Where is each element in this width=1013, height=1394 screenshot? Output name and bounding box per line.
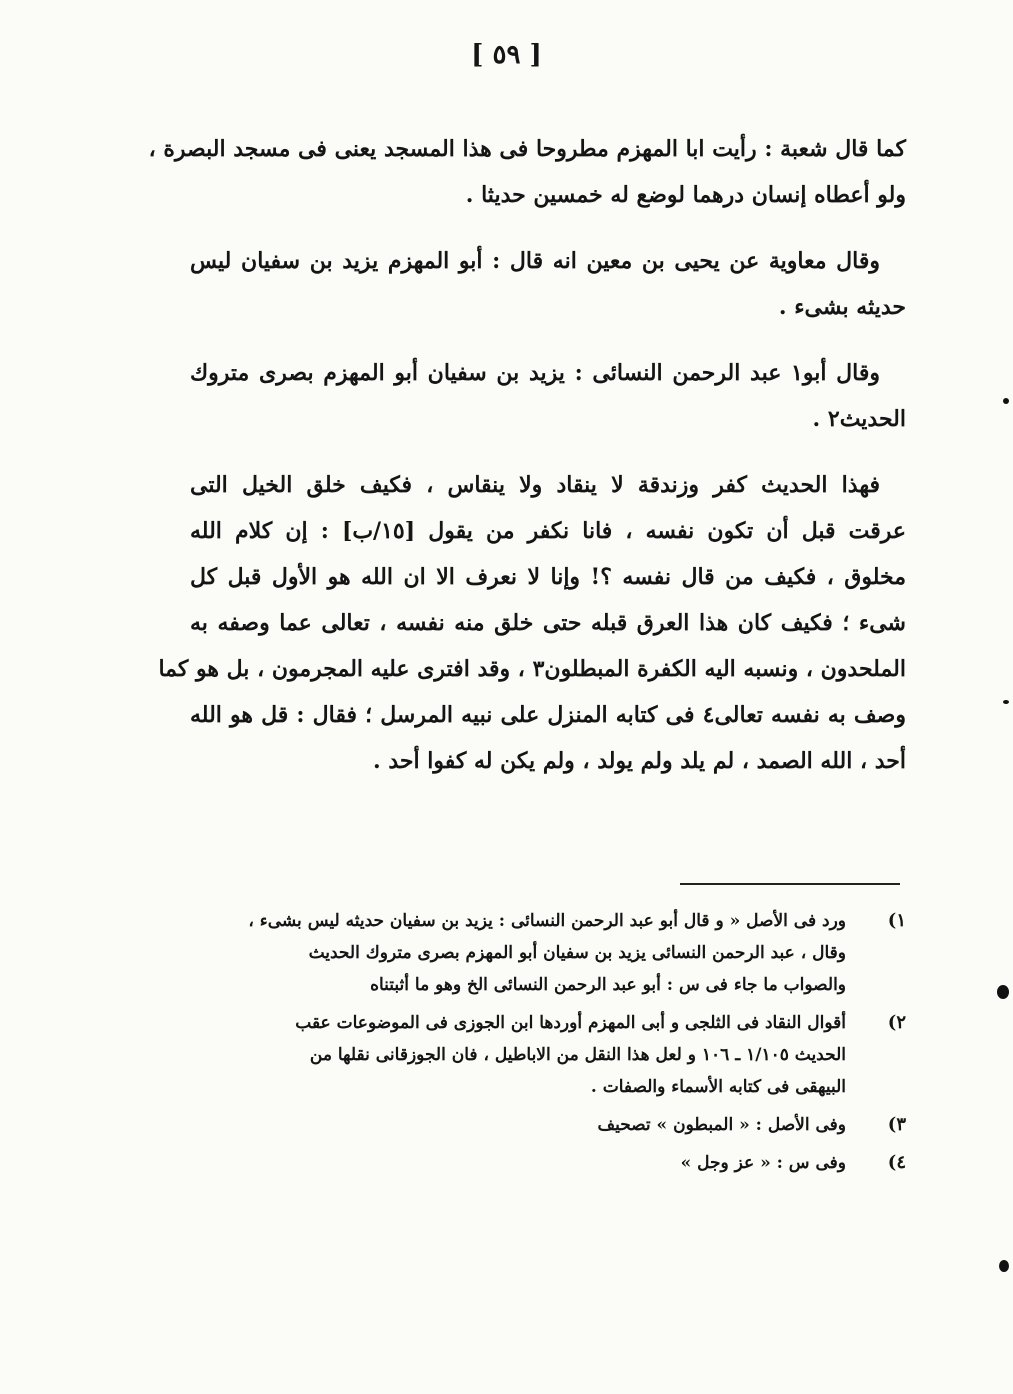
footnote-separator xyxy=(680,883,900,885)
scan-speck xyxy=(997,985,1009,999)
footnote-number: ٤) xyxy=(887,1152,906,1173)
footnote-line: البيهقى فى كتابه الأسماء والصفات . xyxy=(590,1077,846,1097)
footnote-number: ١) xyxy=(887,910,906,931)
footnote xyxy=(190,1007,906,1103)
footnote-line: والصواب ما جاء فى س : أبو عبد الرحمن النسائى الخ وهو ما أثبتناه xyxy=(370,975,846,995)
paragraph xyxy=(190,350,906,442)
footnote xyxy=(190,905,906,1001)
footnote-line: الحديث ١/١٠٥ ـ ١٠٦ و لعل هذا النقل من الاباطيل ، فان الجوزقانى نقلها من xyxy=(309,1045,846,1065)
text-line: الملحدون ، ونسبه اليه الكفرة المبطلون٣ ، وقد افترى عليه المجرمون ، بل هو كما xyxy=(158,656,906,682)
text-line: وصف به نفسه تعالى٤ فى كتابه المنزل على نبيه المرسل ؛ فقال : قل هو الله xyxy=(190,702,906,728)
footnote-line: ورد فى الأصل « و قال أبو عبد الرحمن النسائى : يزيد بن سفيان حديثه ليس بشىء ، xyxy=(248,911,846,931)
paragraph xyxy=(190,238,906,330)
paragraph xyxy=(148,126,906,218)
scan-speck xyxy=(1003,398,1009,404)
footnote-line: أقوال النقاد فى الثلجى و أبى المهزم أوردها ابن الجوزى فى الموضوعات عقب xyxy=(295,1013,846,1033)
footnote xyxy=(190,1147,906,1179)
main-text xyxy=(148,126,907,784)
footnote xyxy=(190,1109,906,1141)
text-line: الحديث٢ . xyxy=(812,406,906,432)
scan-speck xyxy=(999,1260,1009,1272)
text-line: فهذا الحديث كفر وزندقة لا ينقاد ولا ينقاس ، فكيف خلق الخيل التى xyxy=(190,472,880,498)
footnote-line: وفى الأصل : « المبطون » تصحيف xyxy=(597,1115,846,1135)
text-line: مخلوق ، فكيف من قال نفسه ؟! وإنا لا نعرف الا ان الله هو الأول قبل كل xyxy=(190,564,906,590)
page-number: [ ٥٩ ] xyxy=(471,40,542,70)
text-line: أحد ، الله الصمد ، لم يلد ولم يولد ، ولم يكن له كفوا أحد . xyxy=(373,748,906,774)
text-line: عرقت قبل أن تكون نفسه ، فانا نكفر من يقول [١٥/ب] : إن كلام الله xyxy=(190,518,907,544)
text-line: كما قال شعبة : رأيت ابا المهزم مطروحا فى هذا المسجد يعنى فى مسجد البصرة ، xyxy=(148,136,906,162)
text-line: شىء ؛ فكيف كان هذا العرق قبله حتى خلق منه نفسه ، تعالى عما وصفه به xyxy=(190,610,906,636)
text-line: ولو أعطاه إنسان درهما لوضع له خمسين حديثا . xyxy=(465,182,906,208)
text-line: وقال معاوية عن يحيى بن معين انه قال : أبو المهزم يزيد بن سفيان ليس xyxy=(190,248,880,274)
text-line: وقال أبو١ عبد الرحمن النسائى : يزيد بن سفيان أبو المهزم بصرى متروك xyxy=(190,360,880,386)
text-line: حديثه بشىء . xyxy=(778,294,906,320)
footnote-number: ٢) xyxy=(887,1012,906,1033)
footnote-number: ٣) xyxy=(887,1114,906,1135)
footnote-line: وفى س : « عز وجل » xyxy=(680,1153,846,1173)
scan-speck xyxy=(1003,700,1009,704)
paragraph xyxy=(158,462,907,784)
footnotes xyxy=(190,905,906,1179)
footnote-line: وقال ، عبد الرحمن النسائى يزيد بن سفيان أبو المهزم بصرى متروك الحديث xyxy=(308,943,846,963)
